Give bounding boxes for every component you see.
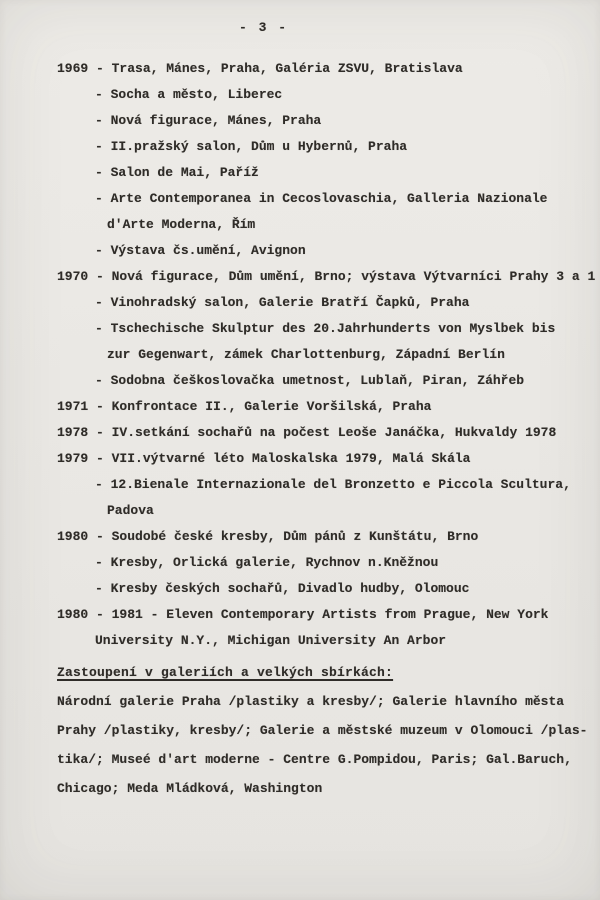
document-line: d'Arte Moderna, Řím xyxy=(107,217,256,232)
document-line: 1970 - Nová figurace, Dům umění, Brno; výstava Výtvarníci Prahy 3 a 1 xyxy=(57,269,596,284)
document-line: - 12.Bienale Internazionale del Bronzetto e Piccola Scultura, xyxy=(95,477,571,492)
document-line: - Tschechische Skulptur des 20.Jahrhunderts von Myslbek bis xyxy=(95,321,556,336)
document-line: zur Gegenwart, zámek Charlottenburg, Západní Berlín xyxy=(107,347,505,362)
document-body xyxy=(57,56,596,803)
document-line: Padova xyxy=(107,503,154,518)
collections-paragraph xyxy=(57,687,596,803)
document-line: - Salon de Mai, Paříž xyxy=(95,165,259,180)
document-line: - Vinohradský salon, Galerie Bratří Čapků, Praha xyxy=(95,295,470,310)
document-line: 1980 - 1981 - Eleven Contemporary Artists from Prague, New York xyxy=(57,607,549,622)
paragraph-line: tika/; Museé d'art moderne - Centre G.Pompidou, Paris; Gal.Baruch, xyxy=(57,752,572,767)
document-line: 1980 - Soudobé české kresby, Dům pánů z Kunštátu, Brno xyxy=(57,529,479,544)
document-line: - II.pražský salon, Dům u Hybernů, Praha xyxy=(95,139,408,154)
document-line: University N.Y., Michigan University An Arbor xyxy=(95,633,447,648)
page-number: - 3 - xyxy=(239,20,289,35)
document-line: - Kresby, Orlická galerie, Rychnov n.Kněžnou xyxy=(95,555,439,570)
document-line: - Nová figurace, Mánes, Praha xyxy=(95,113,322,128)
document-line: 1969 - Trasa, Mánes, Praha, Galéria ZSVU, Bratislava xyxy=(57,61,463,76)
document-line: 1971 - Konfrontace II., Galerie Voršilská, Praha xyxy=(57,399,432,414)
paragraph-line: Chicago; Meda Mládková, Washington xyxy=(57,781,323,796)
document-line: - Sodobna češkoslovačka umetnost, Lublaň, Piran, Záhřeb xyxy=(95,373,525,388)
document-line: 1979 - VII.výtvarné léto Maloskalska 1979, Malá Skála xyxy=(57,451,471,466)
document-line: - Arte Contemporanea in Cecoslovaschia, Galleria Nazionale xyxy=(95,191,548,206)
document-line: - Socha a město, Liberec xyxy=(95,87,283,102)
document-line: 1978 - IV.setkání sochařů na počest Leoše Janáčka, Hukvaldy 1978 xyxy=(57,425,557,440)
document-line: - Kresby českých sochařů, Divadlo hudby, Olomouc xyxy=(95,581,470,596)
paragraph-line: Prahy /plastiky, kresby/; Galerie a městské muzeum v Olomouci /plas- xyxy=(57,723,588,738)
section-heading: Zastoupení v galeriích a velkých sbírkách: xyxy=(57,665,394,680)
paragraph-line: Národní galerie Praha /plastiky a kresby/; Galerie hlavního města xyxy=(57,694,565,709)
document-line: - Výstava čs.umění, Avignon xyxy=(95,243,306,258)
